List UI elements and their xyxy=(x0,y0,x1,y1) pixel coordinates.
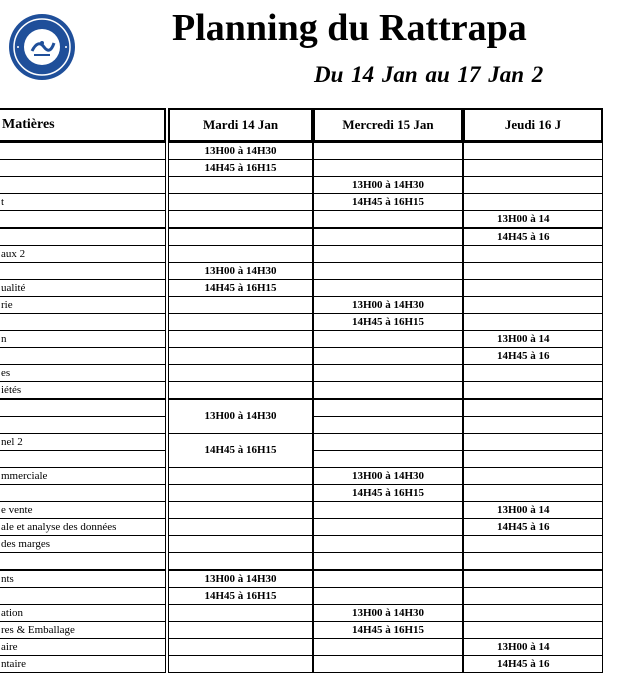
schedule-cell xyxy=(168,518,313,536)
schedule-cell xyxy=(463,296,603,314)
schedule-cell: 13H00 à 14H30 xyxy=(313,296,463,314)
schedule-cell xyxy=(168,176,313,194)
table-row xyxy=(0,552,640,569)
schedule-cell xyxy=(463,433,603,451)
schedule-cell xyxy=(168,467,313,485)
table-row xyxy=(0,142,640,159)
subject-cell xyxy=(0,228,166,246)
subject-cell: aux 2 xyxy=(0,245,166,263)
subject-cell: ntaire xyxy=(0,655,166,673)
subject-cell: res & Emballage xyxy=(0,621,166,639)
schedule-cell: 13H00 à 14 xyxy=(463,638,603,656)
table-row xyxy=(0,296,640,313)
schedule-cell xyxy=(463,467,603,485)
schedule-cell: 14H45 à 16H15 xyxy=(313,193,463,211)
schedule-cell: 13H00 à 14 xyxy=(463,330,603,348)
table-row xyxy=(0,313,640,330)
table-row xyxy=(0,638,640,655)
schedule-cell xyxy=(168,245,313,263)
subject-cell: es xyxy=(0,364,166,382)
schedule-cell xyxy=(463,381,603,399)
column-header: Jeudi 16 J xyxy=(463,108,603,142)
table-row xyxy=(0,501,640,518)
schedule-cell xyxy=(313,552,463,570)
schedule-cell xyxy=(313,159,463,177)
university-seal-icon xyxy=(12,17,72,77)
schedule-cell: 14H45 à 16H15 xyxy=(313,621,463,639)
table-row xyxy=(0,330,640,347)
subject-cell xyxy=(0,176,166,194)
subject-cell xyxy=(0,347,166,365)
subject-cell: iétés xyxy=(0,381,166,399)
schedule-cell xyxy=(463,399,603,417)
schedule-cell xyxy=(313,450,463,468)
schedule-cell xyxy=(463,279,603,297)
table-row xyxy=(0,399,640,416)
table-row xyxy=(0,433,640,450)
subject-cell: nel 2 xyxy=(0,433,166,451)
schedule-cell xyxy=(313,381,463,399)
schedule-cell: 13H00 à 14H30 xyxy=(168,142,313,160)
schedule-cell: 14H45 à 16 xyxy=(463,655,603,673)
subject-cell xyxy=(0,159,166,177)
schedule-cell xyxy=(463,262,603,280)
schedule-cell xyxy=(463,570,603,588)
subject-cell xyxy=(0,262,166,280)
schedule-cell xyxy=(463,176,603,194)
schedule-cell xyxy=(168,381,313,399)
schedule-cell xyxy=(313,433,463,451)
schedule-cell: 13H00 à 14H30 xyxy=(313,176,463,194)
subject-cell xyxy=(0,416,166,434)
schedule-cell xyxy=(463,484,603,502)
schedule-cell xyxy=(313,245,463,263)
schedule-cell: 13H00 à 14H30 xyxy=(168,262,313,280)
schedule-cell: 14H45 à 16H15 xyxy=(168,279,313,297)
schedule-cell xyxy=(168,210,313,228)
table-header-row xyxy=(0,108,640,142)
table-row xyxy=(0,364,640,381)
subject-cell: ale et analyse des données xyxy=(0,518,166,536)
schedule-cell xyxy=(313,142,463,160)
subject-cell: t xyxy=(0,193,166,211)
schedule-cell xyxy=(463,364,603,382)
schedule-cell xyxy=(313,518,463,536)
table-row xyxy=(0,467,640,484)
schedule-cell: 13H00 à 14 xyxy=(463,501,603,519)
subject-cell xyxy=(0,484,166,502)
schedule-cell xyxy=(168,604,313,622)
schedule-cell xyxy=(313,501,463,519)
schedule-cell xyxy=(168,501,313,519)
schedule-cell xyxy=(313,535,463,553)
table-row xyxy=(0,279,640,296)
schedule-cell xyxy=(313,587,463,605)
table-row xyxy=(0,587,640,604)
schedule-cell xyxy=(168,535,313,553)
schedule-cell xyxy=(313,228,463,246)
date-range-subtitle: Du 14 Jan au 17 Jan 2 xyxy=(314,62,544,87)
subject-cell xyxy=(0,552,166,570)
schedule-cell xyxy=(313,416,463,434)
subject-cell: e vente xyxy=(0,501,166,519)
schedule-cell: 14H45 à 16 xyxy=(463,347,603,365)
schedule-cell xyxy=(463,416,603,434)
table-row xyxy=(0,535,640,552)
subject-cell: rie xyxy=(0,296,166,314)
schedule-cell xyxy=(313,399,463,417)
schedule-cell: 13H00 à 14H30 xyxy=(168,570,313,588)
schedule-cell xyxy=(463,604,603,622)
table-row xyxy=(0,245,640,262)
table-row xyxy=(0,193,640,210)
schedule-cell xyxy=(168,638,313,656)
table-row xyxy=(0,176,640,193)
column-header: Mercredi 15 Jan xyxy=(313,108,463,142)
schedule-cell: 13H00 à 14H30 xyxy=(313,467,463,485)
schedule-cell: 14H45 à 16H15 xyxy=(168,587,313,605)
schedule-cell: 14H45 à 16H15 xyxy=(313,313,463,331)
subject-cell: mmerciale xyxy=(0,467,166,485)
schedule-cell xyxy=(313,347,463,365)
schedule-cell: 14H45 à 16H15 xyxy=(168,159,313,177)
table-row xyxy=(0,570,640,587)
university-logo xyxy=(9,14,75,80)
table-row xyxy=(0,228,640,245)
subject-cell: aire xyxy=(0,638,166,656)
schedule-cell xyxy=(168,228,313,246)
schedule-cell xyxy=(168,484,313,502)
subject-cell xyxy=(0,210,166,228)
schedule-cell xyxy=(313,638,463,656)
schedule-cell xyxy=(168,313,313,331)
table-row xyxy=(0,210,640,227)
column-header: Matières xyxy=(0,108,166,142)
table-row xyxy=(0,159,640,176)
schedule-cell xyxy=(313,262,463,280)
schedule-cell xyxy=(168,296,313,314)
subject-cell: des marges xyxy=(0,535,166,553)
table-row xyxy=(0,484,640,501)
schedule-cell xyxy=(313,210,463,228)
schedule-cell xyxy=(463,313,603,331)
subject-cell xyxy=(0,313,166,331)
schedule-cell xyxy=(313,655,463,673)
subject-cell: nts xyxy=(0,570,166,588)
table-row xyxy=(0,450,640,467)
schedule-cell xyxy=(168,347,313,365)
schedule-cell xyxy=(168,621,313,639)
schedule-cell xyxy=(313,364,463,382)
schedule-cell xyxy=(463,621,603,639)
schedule-cell: 14H45 à 16 xyxy=(463,228,603,246)
schedule-cell: 14H45 à 16H15 xyxy=(313,484,463,502)
schedule-cell xyxy=(463,587,603,605)
subject-cell xyxy=(0,587,166,605)
column-header: Mardi 14 Jan xyxy=(168,108,313,142)
subject-cell: n xyxy=(0,330,166,348)
schedule-cell xyxy=(463,535,603,553)
table-row xyxy=(0,262,640,279)
table-row xyxy=(0,604,640,621)
page-title: Planning du Rattrapa xyxy=(172,7,527,49)
schedule-cell xyxy=(168,364,313,382)
schedule-cell xyxy=(313,570,463,588)
schedule-table xyxy=(0,108,562,674)
schedule-cell-merged: 14H45 à 16H15 xyxy=(168,433,313,468)
table-row xyxy=(0,518,640,535)
schedule-cell xyxy=(168,330,313,348)
schedule-cell xyxy=(463,450,603,468)
schedule-cell xyxy=(463,142,603,160)
subject-cell xyxy=(0,142,166,160)
table-row xyxy=(0,381,640,398)
subject-cell xyxy=(0,450,166,468)
schedule-cell xyxy=(313,330,463,348)
schedule-cell xyxy=(168,193,313,211)
schedule-cell: 13H00 à 14 xyxy=(463,210,603,228)
table-row xyxy=(0,655,640,672)
schedule-cell xyxy=(313,279,463,297)
schedule-cell: 13H00 à 14H30 xyxy=(313,604,463,622)
table-row xyxy=(0,416,640,433)
subject-cell: ualité xyxy=(0,279,166,297)
schedule-cell: 14H45 à 16 xyxy=(463,518,603,536)
subject-cell xyxy=(0,399,166,417)
schedule-cell xyxy=(463,552,603,570)
table-row xyxy=(0,621,640,638)
schedule-cell xyxy=(463,159,603,177)
schedule-cell-merged: 13H00 à 14H30 xyxy=(168,399,313,434)
schedule-cell xyxy=(168,655,313,673)
schedule-cell xyxy=(463,245,603,263)
schedule-cell xyxy=(168,552,313,570)
subject-cell: ation xyxy=(0,604,166,622)
schedule-cell xyxy=(463,193,603,211)
table-row xyxy=(0,347,640,364)
